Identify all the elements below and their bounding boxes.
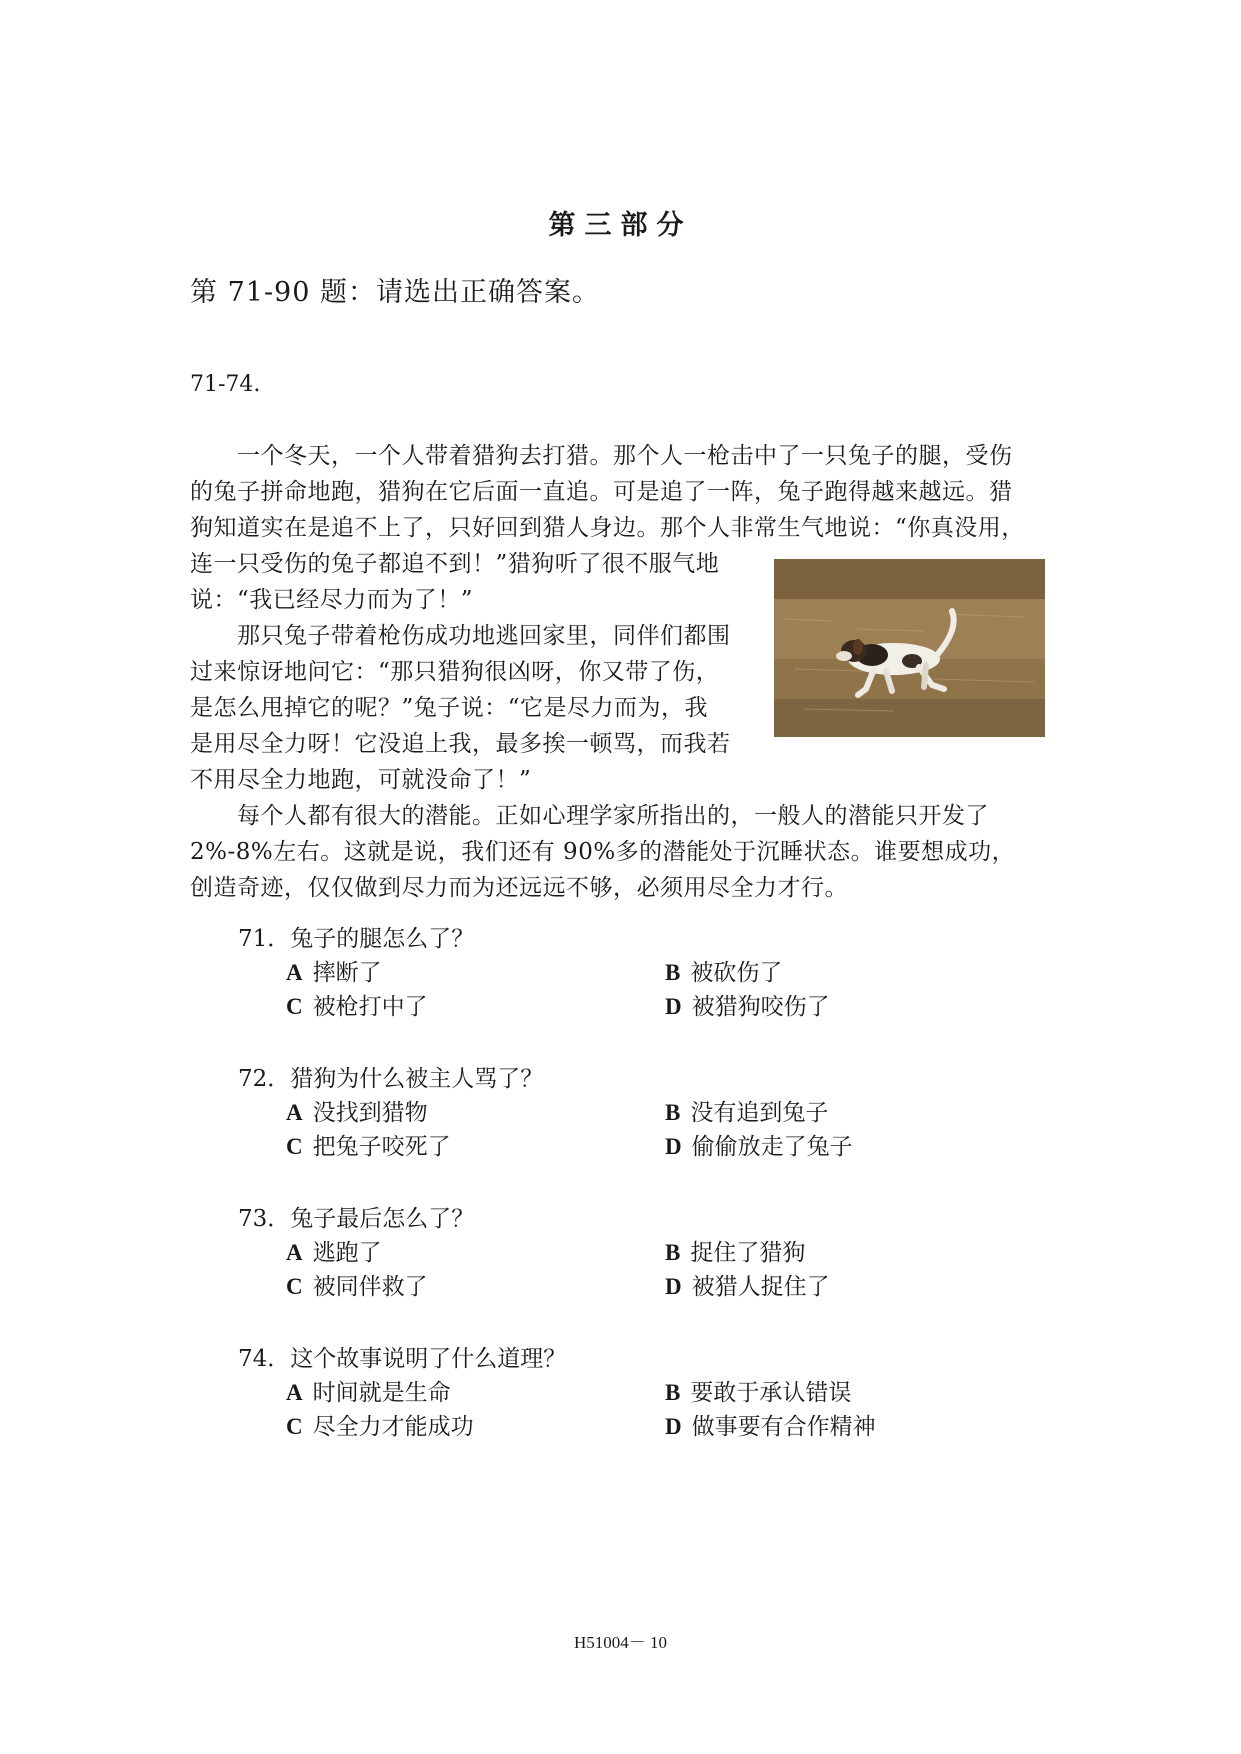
option-a[interactable]: A 时间就是生命 — [286, 1380, 451, 1406]
option-d[interactable]: D 偷偷放走了兔子 — [665, 1134, 853, 1160]
question-group-label: 71-74. — [190, 372, 261, 397]
instruction-text: 第 71-90 题：请选出正确答案。 — [190, 277, 601, 308]
question-73 — [238, 1200, 1038, 1300]
question-72 — [238, 1060, 1038, 1160]
option-c[interactable]: C 尽全力才能成功 — [286, 1414, 474, 1440]
question-stem: 72．猎狗为什么被主人骂了？ — [238, 1066, 544, 1092]
dog-illustration — [774, 559, 1045, 737]
section-title: 第三部分 — [548, 210, 693, 241]
passage-line: 是怎么甩掉它的呢？”兔子说：“它是尽力而为，我 — [190, 695, 709, 721]
passage-line: 每个人都有很大的潜能。正如心理学家所指出的，一般人的潜能只开发了 — [190, 803, 989, 829]
option-d[interactable]: D 被猎狗咬伤了 — [665, 994, 830, 1020]
option-b[interactable]: B 没有追到兔子 — [665, 1100, 829, 1126]
passage-line: 那只兔子带着枪伤成功地逃回家里，同伴们都围 — [190, 623, 731, 649]
passage-line: 连一只受伤的兔子都追不到！”猎狗听了很不服气地 — [190, 551, 720, 577]
passage-line: 创造奇迹，仅仅做到尽力而为还远远不够，必须用尽全力才行。 — [190, 875, 848, 901]
option-b[interactable]: B 要敢于承认错误 — [665, 1380, 852, 1406]
question-71 — [238, 920, 1038, 1020]
option-b[interactable]: B 被砍伤了 — [665, 960, 783, 986]
option-a[interactable]: A 没找到猎物 — [286, 1100, 428, 1126]
passage-line: 一个冬天，一个人带着猎狗去打猎。那个人一枪击中了一只兔子的腿，受伤 — [190, 443, 1013, 469]
passage-line: 不用尽全力地跑，可就没命了！” — [190, 767, 532, 793]
option-d[interactable]: D 被猎人捉住了 — [665, 1274, 830, 1300]
option-c[interactable]: C 被同伴救了 — [286, 1274, 428, 1300]
option-a[interactable]: A 摔断了 — [286, 960, 382, 986]
option-c[interactable]: C 被枪打中了 — [286, 994, 428, 1020]
option-d[interactable]: D 做事要有合作精神 — [665, 1414, 876, 1440]
page-footer: H51004－ 10 — [573, 1633, 668, 1652]
question-stem: 73．兔子最后怎么了？ — [238, 1206, 475, 1232]
option-c[interactable]: C 把兔子咬死了 — [286, 1134, 451, 1160]
passage-line: 是用尽全力呀！它没追上我，最多挨一顿骂，而我若 — [190, 731, 731, 757]
option-a[interactable]: A 逃跑了 — [286, 1240, 382, 1266]
passage-line: 2%-8%左右。这就是说，我们还有 90%多的潜能处于沉睡状态。谁要想成功， — [190, 839, 1016, 865]
question-stem: 74．这个故事说明了什么道理？ — [238, 1346, 567, 1372]
hunting-dog-photo — [774, 559, 1045, 737]
passage-line: 说：“我已经尽力而为了！” — [190, 587, 474, 613]
passage-line: 过来惊讶地问它：“那只猎狗很凶呀，你又带了伤， — [190, 659, 720, 685]
passage-line: 狗知道实在是追不上了，只好回到猎人身边。那个人非常生气地说：“你真没用， — [190, 515, 1025, 541]
option-b[interactable]: B 捉住了猎狗 — [665, 1240, 806, 1266]
question-stem: 71．兔子的腿怎么了？ — [238, 926, 475, 952]
passage-line: 的兔子拼命地跑，猎狗在它后面一直追。可是追了一阵，兔子跑得越来越远。猎 — [190, 479, 1013, 505]
question-74 — [238, 1340, 1038, 1440]
